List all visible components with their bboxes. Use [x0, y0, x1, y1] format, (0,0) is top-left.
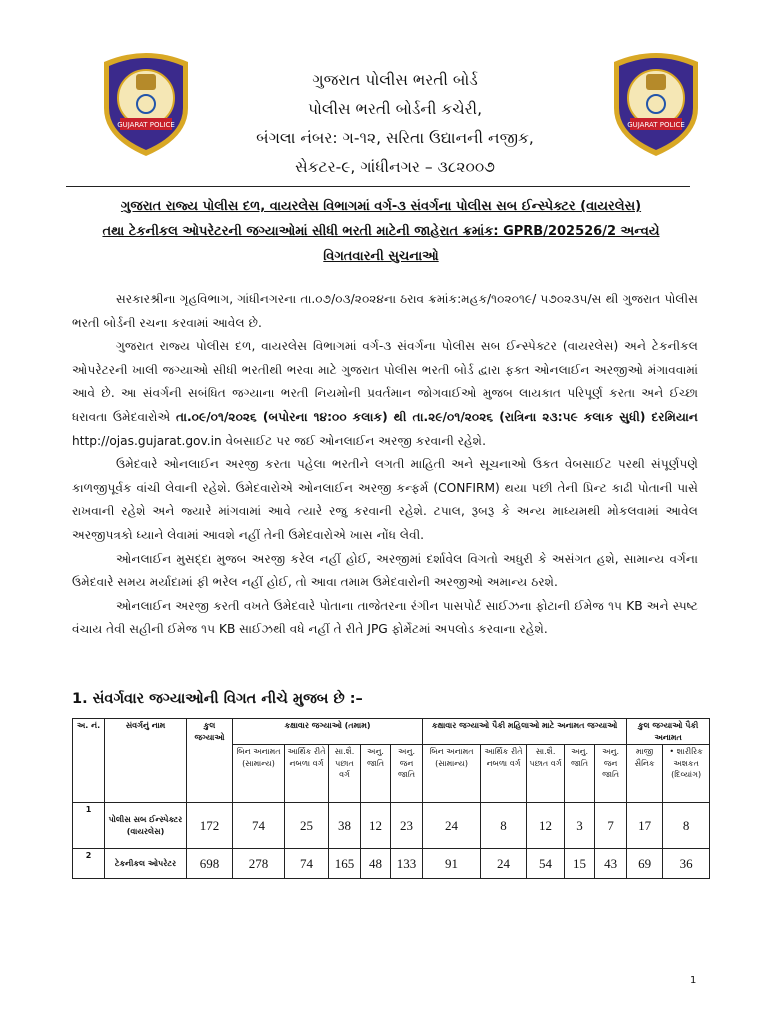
address-line-1: બંગલા નંબર: ગ-૧૨, સરિતા ઉદ્યાનની નજીક,: [256, 129, 534, 147]
logo-right-caption: GUJARAT POLICE: [627, 121, 685, 129]
header-cadre: સંવર્ગનું નામ: [105, 719, 187, 803]
cell-w-gen: 91: [423, 849, 481, 879]
cell-sebc: 38: [329, 803, 361, 849]
cell-sebc: 165: [329, 849, 361, 879]
cell-sc: 12: [361, 803, 391, 849]
cell-cadre: ટેકનીકલ ઓપરેટર: [105, 849, 187, 879]
address-line-2: સેકટર-૯, ગાંધીનગર – ૩૮૨૦૦૭: [295, 158, 495, 176]
cell-w-ews: 8: [481, 803, 527, 849]
cell-w-st: 43: [595, 849, 627, 879]
office-name: પોલીસ ભરતી બોર્ડની કચેરી,: [307, 100, 483, 118]
subject-line-3: વિગતવારની સુચનાઓ: [323, 249, 439, 264]
cell-w-ews: 24: [481, 849, 527, 879]
header-divider: [66, 186, 690, 187]
cell-w-sebc: 54: [527, 849, 565, 879]
notice-body: [72, 288, 698, 642]
cell-w-st: 7: [595, 803, 627, 849]
subject-line-1: ગુજરાત રાજ્ય પોલીસ દળ, વાયરલેસ વિભાગમાં વર્ગ-૩ સંવર્ગના પોલીસ સબ ઈન્સ્પેક્ટર (વાયરલેસ): [120, 199, 642, 214]
posts-table: [72, 718, 710, 879]
section-number: 1.: [72, 691, 88, 707]
table-row: [73, 803, 710, 849]
header-total-reserved: કુલ જગ્યાઓ પૈકી અનામત: [627, 719, 710, 745]
cell-ews: 25: [285, 803, 329, 849]
paragraph-4: ઓનલાઈન મુસદ્દા મુજબ અરજી કરેલ નહીં હોઈ, અરજીમાં દર્શાવેલ વિગતો અધુરી કે અસંગત હશે, સામાન્ય વર્ગના ઉમેદવારે સમય મર્યાદામાં ફી ભરેલ નહીં હોઈ, તો આવા તમામ ઉમેદવારોની અરજીઓ અમાન્ય ઠરશે.: [72, 551, 698, 590]
cell-gen: 278: [233, 849, 285, 879]
table-header-row: [73, 719, 710, 745]
notice-subject: [66, 194, 696, 269]
paragraph-3: ઉમેદવારે ઓનલાઈન અરજી કરતા પહેલા ભરતીને લગતી માહિતી અને સૂચનાઓ ઉકત વેબસાઈટ પરથી સંપૂર્ણપણે કાળજીપૂર્વક વાંચી લેવાની રહેશે. ઉમેદવારોએ ઓનલાઈન અરજી કન્ફર્મ (CONFIRM) થયા પછી તેની પ્રિન્ટ કાઢી પોતાની પાસે રાખવાની રહેશે અને જ્યારે માંગવામાં આવે ત્યારે રજુ કરવાની રહેશે. ટપાલ, રૂબરૂ કે અન્ય માધ્યમથી મોકલવામાં આવેલ અરજીપત્રકો ધ્યાને લેવામાં આવશે નહીં તેની ઉમેદવારોએ ખાસ નોંધ લેવી.: [72, 457, 698, 542]
page-number: 1: [690, 975, 697, 986]
cell-total: 172: [187, 803, 233, 849]
paragraph-1: સરકારશ્રીના ગૃહવિભાગ, ગાંધીનગરના તા.૦૭/૦૩/૨૦૨૪ના ઠરાવ ક્રમાંક:મહક/૧૦૨૦૧૯/ ૫૭૦૨૩૫/સ થી ગુજરાત પોલીસ ભરતી બોર્ડની રચના કરવામાં આવેલ છે.: [72, 292, 698, 330]
cell-sc: 48: [361, 849, 391, 879]
cell-total: 698: [187, 849, 233, 879]
cell-ph: 36: [663, 849, 710, 879]
sub-st: અનુ. જન જાતિ: [391, 745, 423, 803]
header-sr: અ. નં.: [73, 719, 105, 803]
header-category-wise: કક્ષાવાર જગ્યાઓ (તમામ): [233, 719, 423, 745]
sub-ews: આર્થિક રીતે નબળા વર્ગ: [285, 745, 329, 803]
paragraph-2-end: વેબસાઈટ પર જઈ ઓનલાઈન અરજી કરવાની રહેશે.: [221, 433, 486, 448]
sub-ph: • શારીરિક અશકત (દિવ્યાંગ): [663, 745, 710, 803]
org-name: ગુજરાત પોલીસ ભરતી બોર્ડ: [312, 71, 478, 89]
header-women-reserved: કક્ષાવાર જગ્યાઓ પૈકી મહિલાઓ માટે અનામત જગ્યાઓ: [423, 719, 627, 745]
application-period: તા.૦૯/૦૧/૨૦૨૬ (બપોરના ૧૪:૦૦ કલાક) થી તા.૨૯/૦૧/૨૦૨૬ (રાત્રિના ૨૩:૫૯ કલાક સુધી) દરમિયાન: [175, 409, 698, 424]
sub-gen: બિન અનામત (સામાન્ય): [233, 745, 285, 803]
cell-cadre: પોલીસ સબ ઈન્સ્પેક્ટર (વાયરલેસ): [105, 803, 187, 849]
section-title: સંવર્ગવાર જગ્યાઓની વિગત નીચે મુજબ છે :–: [92, 691, 363, 707]
logo-left-caption: GUJARAT POLICE: [117, 121, 175, 129]
cell-ph: 8: [663, 803, 710, 849]
cell-sr: 2: [73, 849, 105, 879]
cell-sr: 1: [73, 803, 105, 849]
gujarat-police-logo-right: [606, 48, 706, 158]
ojas-website-link[interactable]: http://ojas.gujarat.gov.in: [72, 433, 222, 448]
subject-line-2: તથા ટેકનીકલ ઓપરેટરની જગ્યાઓમાં સીધી ભરતી માટેની જાહેરાત ક્રમાંક: GPRB/202526/2 અન્વયે: [102, 224, 660, 239]
sub-w-sc: અનુ. જાતિ: [565, 745, 595, 803]
paragraph-2-text: ગુજરાત રાજ્ય પોલીસ દળ, વાયરલેસ વિભાગમાં વર્ગ-૩ સંવર્ગના પોલીસ સબ ઈન્સ્પેક્ટર (વાયરલેસ) અને ટેકનીકલ ઓપરેટરની ખાલી જગ્યાઓ સીધી ભરતીથી ભરવા માટે ગુજરાત પોલીસ ભરતી બોર્ડ દ્વારા ફક્ત ઓનલાઈન અરજીઓ મંગાવવામાં આવે છે. આ સંવર્ગની સબંધિત જગ્યાના ભરતી નિયમોની પ્રવર્તમાન જોગવાઈઓ મુજબ લાયકાત પરિપૂર્ણ કરતા અને ઈચ્છા ધરાવતા ઉમેદવારોએ: [72, 339, 698, 424]
cell-st: 23: [391, 803, 423, 849]
header-total: કુલ જગ્યાઓ: [187, 719, 233, 803]
cell-w-sc: 3: [565, 803, 595, 849]
gujarat-police-logo-left: [96, 48, 196, 158]
cell-exs: 69: [627, 849, 663, 879]
sub-w-st: અનુ. જન જાતિ: [595, 745, 627, 803]
table-row: [73, 849, 710, 879]
paragraph-2: [72, 335, 698, 453]
section-heading: [72, 691, 363, 707]
sub-w-ews: આર્થિક રીતે નબળા વર્ગ: [481, 745, 527, 803]
cell-ews: 74: [285, 849, 329, 879]
sub-sebc: સા.શૈ. પછાત વર્ગ: [329, 745, 361, 803]
cell-gen: 74: [233, 803, 285, 849]
cell-st: 133: [391, 849, 423, 879]
sub-exs: માજી સૈનિક: [627, 745, 663, 803]
paragraph-5: ઓનલાઈન અરજી કરતી વખતે ઉમેદવારે પોતાના તાજેતરના રંગીન પાસપોર્ટ સાઈઝના ફોટાની ઈમેજ ૧૫ KB અને સ્પષ્ટ વંચાય તેવી સહીની ઈમેજ ૧૫ KB સાઈઝથી વધે નહીં તે રીતે JPG ફોર્મેટમાં અપલોડ કરવાના રહેશે.: [72, 598, 698, 637]
cell-w-sc: 15: [565, 849, 595, 879]
cell-w-gen: 24: [423, 803, 481, 849]
sub-sc: અનુ. જાતિ: [361, 745, 391, 803]
letterhead: [210, 66, 580, 182]
sub-w-sebc: સા.શૈ. પછાત વર્ગ: [527, 745, 565, 803]
cell-exs: 17: [627, 803, 663, 849]
cell-w-sebc: 12: [527, 803, 565, 849]
sub-w-gen: બિન અનામત (સામાન્ય): [423, 745, 481, 803]
